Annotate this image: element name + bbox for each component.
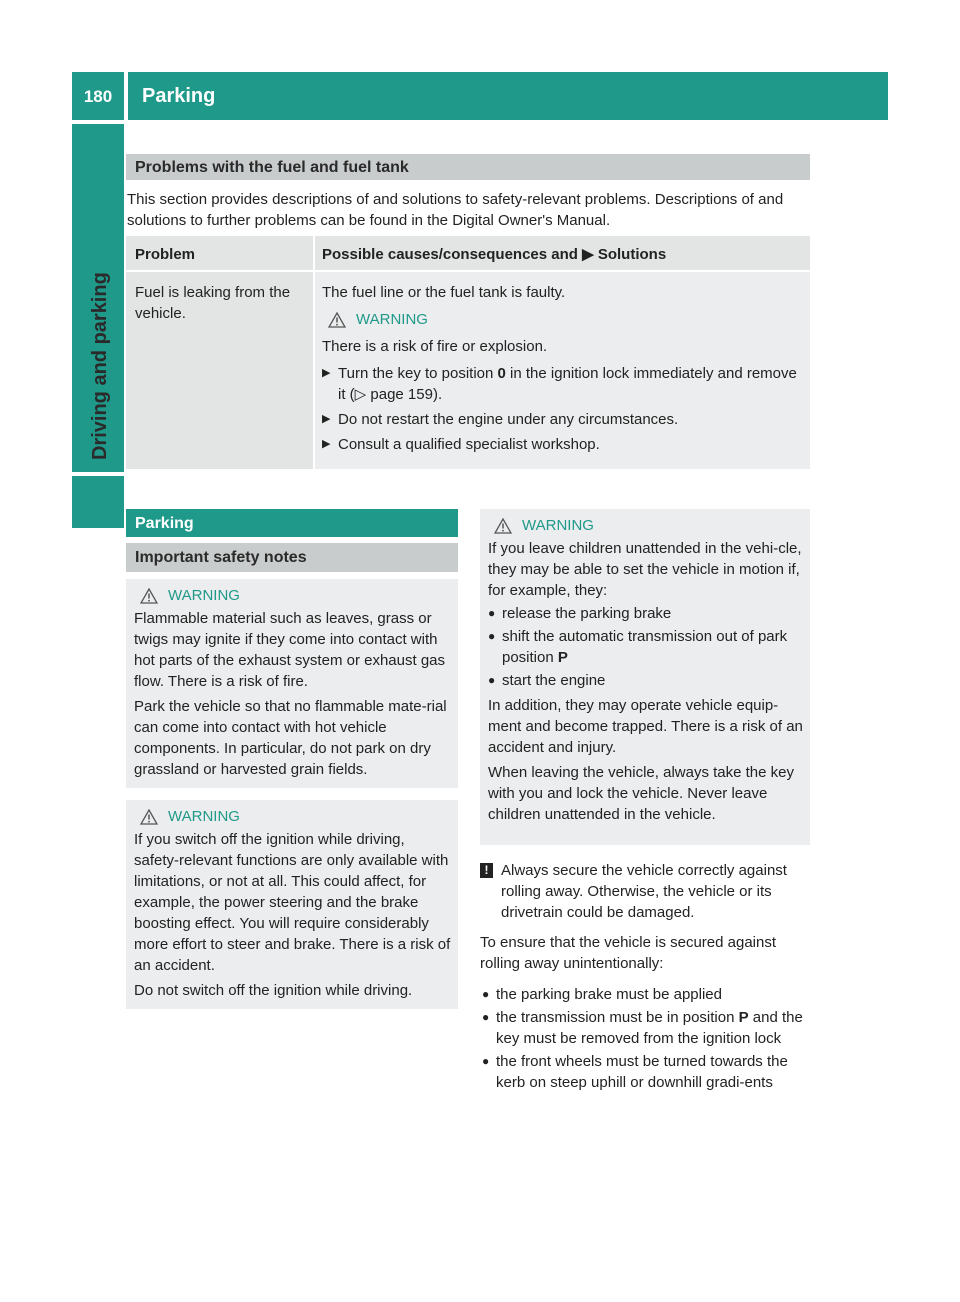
arrow-icon: ▶ (582, 246, 594, 263)
list-item-text: the front wheels must be turned towards the kerb on steep uphill or downhill gradi-ents (496, 1053, 788, 1091)
cause-text: The fuel line or the fuel tank is faulty. (322, 284, 566, 301)
list-item (482, 984, 812, 1005)
warning-paragraph: Do not switch off the ignition while driving. (134, 982, 413, 999)
fuel-intro: This section provides descriptions of and solutions to safety-relevant problems. Descriptions of and solutions to further problems can be found in the Digital Owner's Manual. (127, 191, 784, 229)
page-number: 180 (72, 72, 124, 120)
header-solutions (315, 236, 810, 270)
warning-label: WARNING (168, 587, 240, 604)
solution-cell (315, 272, 810, 469)
list-item-text-a: shift the automatic transmission out of park position (502, 628, 788, 666)
requirement-list (480, 982, 812, 1093)
bullet-icon: ● (482, 987, 490, 1001)
list-item-text: start the engine (502, 672, 606, 689)
problem-cell: Fuel is leaking from the vehicle. (126, 272, 313, 469)
list-item-text: release the parking brake (502, 605, 672, 622)
warning-paragraph: If you leave children unattended in the vehi-cle, they may be able to set the vehicle in motion if, for example, they: (488, 540, 802, 599)
bullet-icon: ● (488, 673, 496, 687)
header-solutions-prefix: Possible causes/consequences and (322, 246, 583, 263)
step-item (322, 363, 802, 405)
step-text (338, 363, 802, 405)
warning-paragraph: Flammable material such as leaves, grass or twigs may ignite if they come into contact with hot parts of the exhaust system or exhaust gas flow. There is a risk of fire. (134, 610, 446, 690)
bullet-icon: ● (482, 1010, 490, 1024)
step-text: Consult a qualified specialist workshop. (338, 436, 600, 453)
bullet-icon: ● (482, 1054, 490, 1068)
table-row (126, 272, 810, 469)
list-item (482, 1051, 812, 1093)
page-header-title: Parking (128, 72, 888, 120)
warning-paragraph: In addition, they may operate vehicle equip-ment and become trapped. There is a risk of an accident and injury. (488, 697, 803, 756)
step1-text-a: Turn the key to position (338, 365, 498, 382)
warning-label: WARNING (356, 311, 428, 328)
warning-heading (494, 515, 803, 536)
step-arrow-icon: ▶ (322, 367, 331, 379)
subsection-title-safety: Important safety notes (126, 543, 458, 572)
list-item-text: the parking brake must be applied (496, 986, 722, 1003)
exclamation-icon: ! (480, 863, 493, 878)
warning-triangle-icon (494, 518, 512, 534)
header-problem: Problem (126, 236, 313, 270)
warning-heading (328, 309, 802, 330)
warning-paragraph: If you switch off the ignition while driving, safety-relevant functions are only available with limitations, or not at all. This could affect, for example, the power steering and the brake boosting effect. You will require considerably more effort to steer and brake. There is a risk of an accident. (134, 831, 451, 974)
list-item-text (496, 1007, 812, 1049)
warning-triangle-icon (140, 809, 158, 825)
list-item (488, 626, 803, 668)
list-item (482, 1007, 812, 1049)
step-item (322, 409, 802, 430)
page-ref-icon: ▷ (354, 386, 367, 403)
side-tab-marker (72, 476, 124, 528)
list-item-position: P (738, 1009, 749, 1026)
step1-position: 0 (497, 365, 506, 382)
warning-label: WARNING (168, 808, 240, 825)
side-tab-label: Driving and parking (89, 272, 111, 460)
side-tab (72, 124, 124, 472)
list-item-text-c: and the key must be removed from the ignition lock (496, 1009, 803, 1047)
warning-label: WARNING (522, 517, 594, 534)
list-item-text-a: the transmission must be in position (496, 1009, 739, 1026)
warning-triangle-icon (140, 588, 158, 604)
list-item-position: P (557, 649, 568, 666)
warning-heading (140, 806, 451, 827)
warning-box-flammable (126, 579, 458, 788)
header-solutions-suffix: Solutions (593, 246, 667, 263)
warning-text: There is a risk of fire or explosion. (322, 338, 548, 355)
warning-box-ignition (126, 800, 458, 1009)
warning-triangle-icon (328, 312, 346, 328)
list-item (488, 603, 803, 624)
step1-text-c: in the ignition lock immediately and remove it ( (338, 365, 797, 403)
section-title-parking: Parking (126, 509, 458, 537)
table-header-row (126, 236, 810, 270)
warning-paragraph: When leaving the vehicle, always take the key with you and lock the vehicle. Never leave children unattended in the vehicle. (488, 764, 794, 823)
step-text: Do not restart the engine under any circumstances. (338, 411, 679, 428)
bullet-icon: ● (488, 629, 496, 643)
step-arrow-icon: ▶ (322, 438, 331, 450)
section-title-fuel: Problems with the fuel and fuel tank (126, 154, 810, 180)
warning-paragraph: Park the vehicle so that no flammable mate-rial can come into contact with hot vehicle components. In particular, do not park on dry grassland or harvested grain fields. (134, 698, 447, 778)
note-block (480, 860, 812, 923)
ensure-paragraph: To ensure that the vehicle is secured against rolling away unintentionally: (480, 934, 777, 972)
warning-box-children (480, 509, 810, 845)
list-item (488, 670, 803, 691)
note-text: Always secure the vehicle correctly against rolling away. Otherwise, the vehicle or its drivetrain could be damaged. (501, 862, 787, 921)
step-arrow-icon: ▶ (322, 413, 331, 425)
step-item (322, 434, 802, 455)
list-item-text (502, 626, 803, 668)
problem-table (126, 236, 810, 469)
warning-heading (140, 585, 451, 606)
page-ref-link[interactable]: page 159). (366, 386, 443, 403)
bullet-icon: ● (488, 606, 496, 620)
